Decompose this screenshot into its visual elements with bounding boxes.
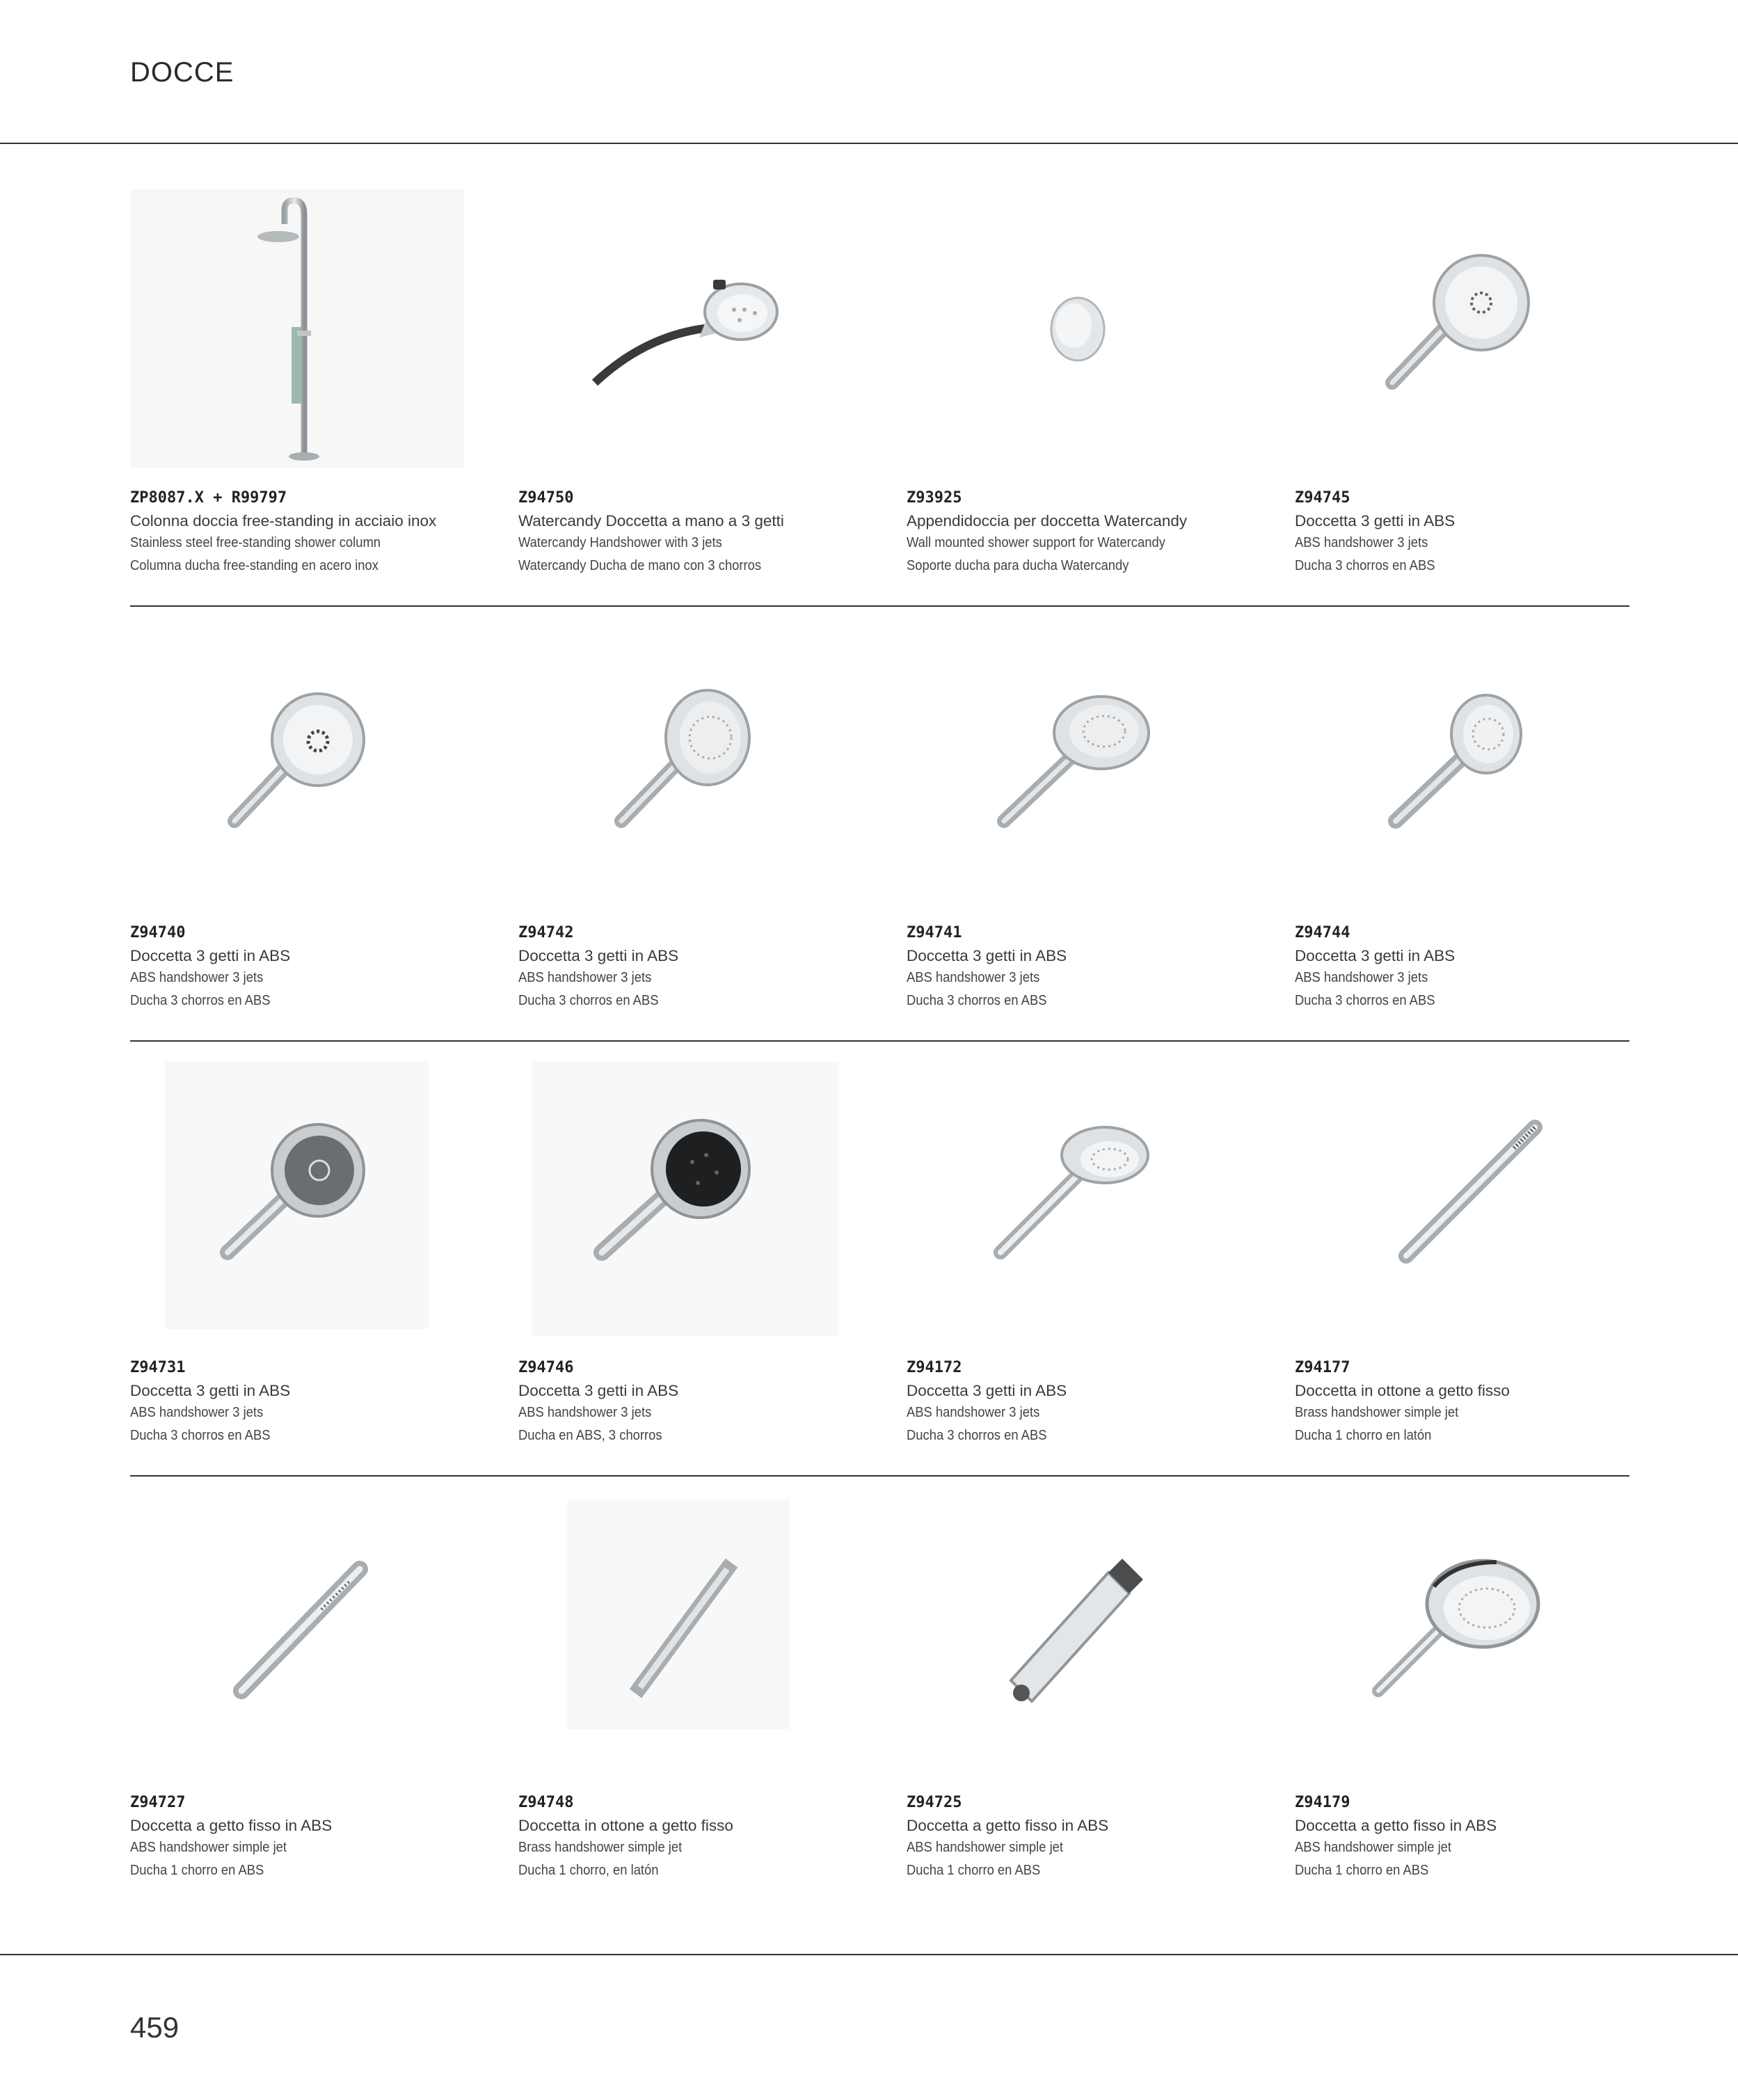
description-es: Ducha 1 chorro en ABS [130,1863,264,1878]
description-en: Watercandy Handshower with 3 jets [518,535,722,550]
footer-divider [0,1954,1738,1955]
product-row-1 [130,188,1629,607]
product-row-3 [130,1058,1629,1477]
description-en: Brass handshower simple jet [1295,1405,1459,1420]
product-code: Z94177 [1295,1359,1350,1376]
description-it: Doccetta 3 getti in ABS [130,947,291,964]
page-number: 459 [130,2011,180,2044]
product-row-4 [130,1493,1629,1910]
description-es: Ducha 3 chorros en ABS [907,1428,1047,1443]
description-it: Doccetta in ottone a getto fisso [518,1817,733,1834]
description-en: ABS handshower 3 jets [518,970,652,985]
description-es: Ducha 3 chorros en ABS [130,993,271,1008]
description-es: Ducha 3 chorros en ABS [130,1428,271,1443]
description-it: Doccetta 3 getti in ABS [130,1382,291,1399]
product-card-z94744[interactable] [1295,623,1671,1040]
description-es: Ducha 3 chorros en ABS [518,993,659,1008]
description-es: Ducha en ABS, 3 chorros [518,1428,662,1443]
description-en: ABS handshower simple jet [907,1840,1064,1855]
description-en: ABS handshower 3 jets [907,970,1040,985]
description-en: ABS handshower 3 jets [518,1405,652,1420]
dark-face-handshower-icon [130,1058,506,1350]
description-es: Ducha 3 chorros en ABS [907,993,1047,1008]
product-code: ZP8087.X + R99797 [130,489,287,507]
product-card-z94742[interactable] [518,623,894,1040]
rectangular-handshower-icon [907,1493,1282,1785]
handshower-with-hose-icon [518,188,894,480]
description-en: ABS handshower simple jet [130,1840,287,1855]
round-handshower-icon [907,623,1282,915]
description-it: Watercandy Doccetta a mano a 3 getti [518,512,784,530]
description-it: Appendidoccia per doccetta Watercandy [907,512,1188,530]
description-es: Ducha 1 chorro, en latón [518,1863,659,1878]
description-es: Ducha 1 chorro en ABS [907,1863,1041,1878]
header-divider [0,143,1738,144]
description-en: ABS handshower 3 jets [1295,535,1428,550]
product-card-z94731[interactable] [130,1058,506,1475]
description-it: Doccetta 3 getti in ABS [518,947,679,964]
product-card-z94741[interactable] [907,623,1282,1040]
description-es: Ducha 3 chorros en ABS [1295,993,1435,1008]
round-handshower-icon [1295,1493,1671,1785]
description-it: Doccetta 3 getti in ABS [907,947,1067,964]
description-en: ABS handshower 3 jets [907,1405,1040,1420]
description-en: ABS handshower 3 jets [1295,970,1428,985]
description-en: ABS handshower 3 jets [130,1405,264,1420]
description-it: Doccetta 3 getti in ABS [1295,512,1456,530]
description-es: Columna ducha free-standing en acero inox [130,558,378,573]
product-code: Z94740 [130,924,186,941]
page-title: DOCCE [130,57,234,88]
product-code: Z94745 [1295,489,1350,507]
product-card-z94746[interactable] [518,1058,894,1475]
description-es: Soporte ducha para ducha Watercandy [907,558,1129,573]
product-card-z94727[interactable] [130,1493,506,1910]
product-card-z94745[interactable] [1295,188,1671,605]
round-handshower-icon [907,1058,1282,1350]
round-handshower-icon [518,623,894,915]
description-it: Doccetta in ottone a getto fisso [1295,1382,1510,1399]
product-code: Z94746 [518,1359,574,1376]
product-card-z94179[interactable] [1295,1493,1671,1910]
description-es: Ducha 1 chorro en ABS [1295,1863,1429,1878]
description-it: Doccetta a getto fisso in ABS [1295,1817,1497,1834]
shower-column-icon [130,188,506,480]
stick-handshower-icon [1295,1058,1671,1350]
description-it: Doccetta a getto fisso in ABS [130,1817,333,1834]
product-code: Z94727 [130,1794,186,1811]
black-face-handshower-icon [518,1058,894,1350]
product-card-z93925[interactable] [907,188,1282,605]
description-en: Brass handshower simple jet [518,1840,683,1855]
product-card-z94177[interactable] [1295,1058,1671,1475]
description-en: Stainless steel free-standing shower column [130,535,381,550]
product-code: Z94741 [907,924,962,941]
product-card-z94725[interactable] [907,1493,1282,1910]
product-card-z94172[interactable] [907,1058,1282,1475]
description-en: ABS handshower simple jet [1295,1840,1452,1855]
round-handshower-icon [1295,188,1671,480]
product-code: Z94172 [907,1359,962,1376]
product-code: Z94725 [907,1794,962,1811]
product-card-zp8087[interactable] [130,188,506,605]
description-it: Doccetta a getto fisso in ABS [907,1817,1109,1834]
product-code: Z94742 [518,924,574,941]
product-code: Z94731 [130,1359,186,1376]
description-it: Doccetta 3 getti in ABS [907,1382,1067,1399]
product-card-z94740[interactable] [130,623,506,1040]
product-code: Z94750 [518,489,574,507]
product-row-2 [130,623,1629,1042]
description-it: Doccetta 3 getti in ABS [1295,947,1456,964]
description-es: Ducha 3 chorros en ABS [1295,558,1435,573]
product-card-z94748[interactable] [518,1493,894,1910]
description-en: Wall mounted shower support for Watercandy [907,535,1165,550]
product-card-z94750[interactable] [518,188,894,605]
product-code: Z94748 [518,1794,574,1811]
description-en: ABS handshower 3 jets [130,970,264,985]
product-code: Z93925 [907,489,962,507]
description-es: Watercandy Ducha de mano con 3 chorros [518,558,762,573]
square-stick-handshower-icon [518,1493,894,1785]
round-handshower-icon [130,623,506,915]
description-it: Colonna doccia free-standing in acciaio inox [130,512,437,530]
stick-handshower-icon [130,1493,506,1785]
description-es: Ducha 1 chorro en latón [1295,1428,1432,1443]
round-handshower-icon [1295,623,1671,915]
shower-support-icon [907,188,1282,480]
product-code: Z94744 [1295,924,1350,941]
description-it: Doccetta 3 getti in ABS [518,1382,679,1399]
product-code: Z94179 [1295,1794,1350,1811]
